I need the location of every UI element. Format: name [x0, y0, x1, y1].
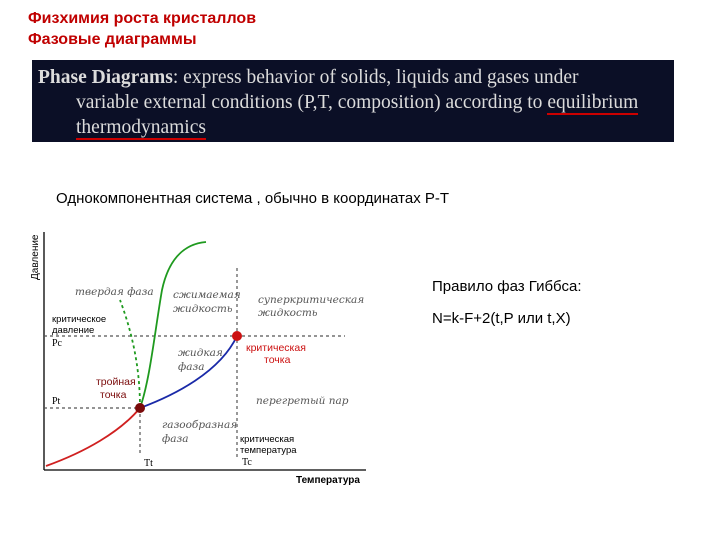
triple-point-label-1: тройная — [96, 376, 136, 388]
banner-line1-rest: : express behavior of solids, liquids and gases under — [172, 67, 579, 88]
sublimation-curve — [46, 408, 140, 466]
x-axis-label: Температура — [296, 475, 360, 486]
tc-label: Tc — [242, 457, 252, 468]
critical-point-label-1: критическая — [246, 342, 306, 354]
gibbs-rule-formula: N=k-F+2(t,P или t,X) — [432, 310, 571, 327]
banner-equilibrium: equilibrium — [547, 92, 639, 113]
gibbs-rule-title: Правило фаз Гиббса: — [432, 278, 582, 295]
pt-label: Pt — [52, 396, 61, 407]
critical-point-label-2: точка — [264, 354, 291, 366]
melting-curve — [140, 242, 206, 408]
banner-thermodynamics: thermodynamics — [76, 117, 206, 138]
liquid-phase-label-2: фаза — [178, 361, 205, 373]
liquid-phase-label-1: жидкая — [178, 347, 223, 359]
compressible-liquid-label-1: сжимаемая — [173, 289, 241, 301]
superheated-vapor-label: перегретый пар — [256, 395, 349, 407]
critical-temperature-label-1: критическая — [240, 434, 295, 445]
critical-temperature-label-2: температура — [240, 445, 297, 456]
triple-point-marker — [135, 403, 145, 413]
diagram-subtitle: Однокомпонентная система , обычно в координатах P-T — [56, 190, 450, 207]
critical-point-marker — [232, 331, 242, 341]
critical-pressure-label-1: критическое — [52, 314, 107, 325]
solid-phase-label: твердая фаза — [75, 286, 154, 298]
critical-pressure-label-2: давление — [52, 325, 95, 336]
tt-label: Tt — [144, 458, 153, 469]
supercritical-label-2: жидкость — [258, 307, 318, 319]
supercritical-label-1: суперкритическая — [258, 294, 365, 306]
compressible-liquid-label-2: жидкость — [173, 303, 233, 315]
triple-point-label-2: точка — [100, 389, 127, 401]
pc-label: Pc — [52, 338, 62, 349]
gas-phase-label-2: фаза — [162, 433, 189, 445]
banner-lead: Phase Diagrams — [38, 67, 173, 88]
title-line-1: Физхимия роста кристаллов — [28, 10, 257, 27]
gas-phase-label-1: газообразная — [162, 419, 238, 431]
banner-line2-start: variable external conditions (P,T, composition) according to — [76, 92, 548, 113]
title-line-2: Фазовые диаграммы — [28, 31, 197, 48]
y-axis-label: Давление — [30, 234, 41, 280]
